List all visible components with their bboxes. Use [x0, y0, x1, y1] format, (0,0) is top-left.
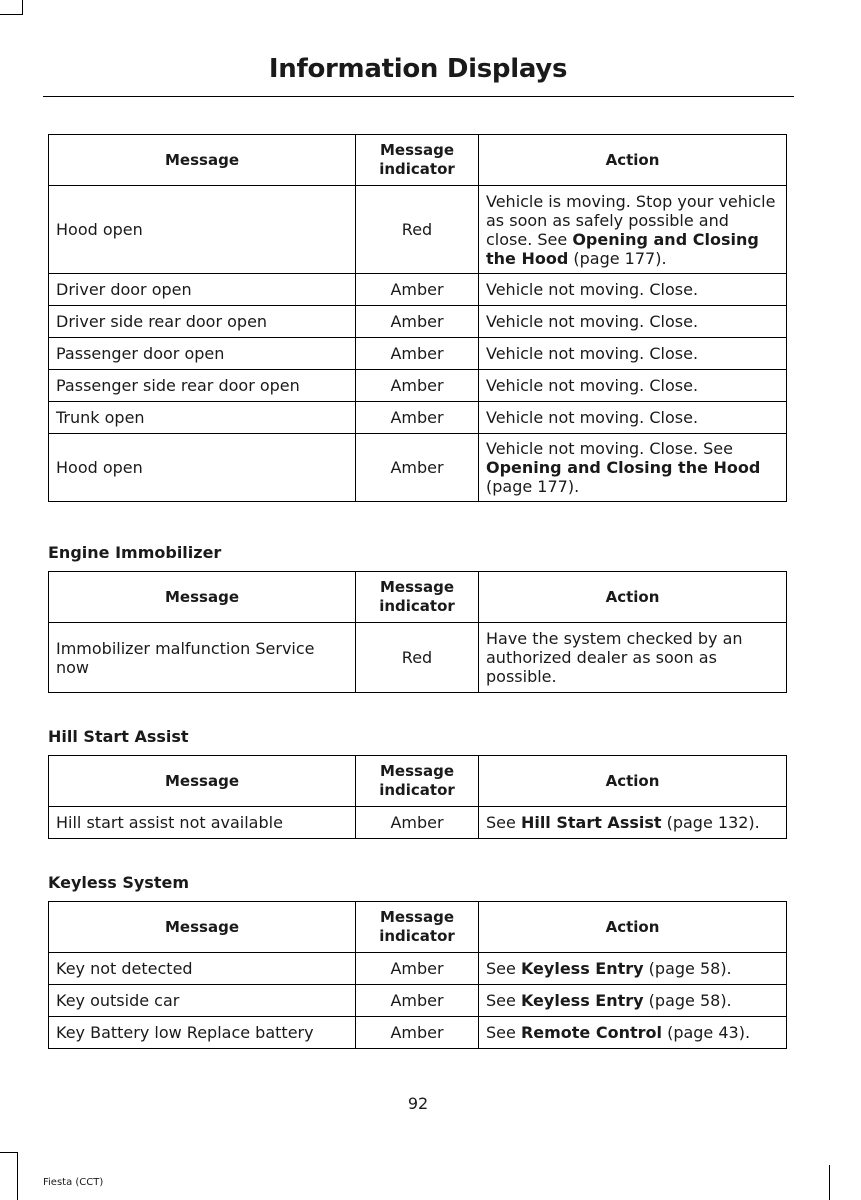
- header-action: Action: [479, 756, 787, 807]
- header-action: Action: [479, 902, 787, 953]
- row-action: See Hill Start Assist (page 132).: [479, 807, 787, 839]
- table-header-row: [49, 572, 787, 623]
- row-message: Driver side rear door open: [49, 306, 356, 338]
- row-action: Vehicle not moving. Close.: [479, 370, 787, 402]
- hill-start-assist-table: [48, 755, 787, 839]
- table-row: [49, 623, 787, 693]
- row-indicator: Amber: [356, 807, 479, 839]
- row-message: Hood open: [49, 186, 356, 274]
- crop-mark-bottom-left-vertical: [17, 1152, 18, 1200]
- engine-immobilizer-table: [48, 571, 787, 693]
- door-status-table: [48, 134, 787, 502]
- row-action: See Remote Control (page 43).: [479, 1017, 787, 1049]
- row-indicator: Amber: [356, 370, 479, 402]
- row-indicator: Amber: [356, 953, 479, 985]
- row-message: Immobilizer malfunction Service now: [49, 623, 356, 693]
- crop-mark-bottom-right: [829, 1165, 830, 1200]
- section-heading-engine-immobilizer: Engine Immobilizer: [48, 543, 222, 562]
- row-indicator: Amber: [356, 434, 479, 502]
- row-indicator: Amber: [356, 985, 479, 1017]
- page-reference: Hill Start Assist: [520, 813, 662, 832]
- footer-model: Fiesta (CCT): [43, 1177, 104, 1188]
- page-reference: Remote Control: [520, 1023, 662, 1042]
- row-indicator: Red: [356, 186, 479, 274]
- header-message: Message: [49, 756, 356, 807]
- keyless-system-table: [48, 901, 787, 1049]
- row-action: Vehicle is moving. Stop your vehicle as soon as safely possible and close. See Opening and Closing the Hood (page 177).: [479, 186, 787, 274]
- row-indicator: Amber: [356, 1017, 479, 1049]
- table-header-row: [49, 135, 787, 186]
- row-action: Vehicle not moving. Close.: [479, 402, 787, 434]
- table-row: [49, 402, 787, 434]
- table-row: [49, 985, 787, 1017]
- row-action: Vehicle not moving. Close.: [479, 338, 787, 370]
- row-message: Key Battery low Replace battery: [49, 1017, 356, 1049]
- row-indicator: Amber: [356, 306, 479, 338]
- row-message: Key not detected: [49, 953, 356, 985]
- table-row: [49, 370, 787, 402]
- table-row: [49, 953, 787, 985]
- table-row: [49, 306, 787, 338]
- row-message: Hill start assist not available: [49, 807, 356, 839]
- crop-mark-top-left-vertical: [22, 0, 23, 15]
- row-indicator: Red: [356, 623, 479, 693]
- section-heading-hill-start-assist: Hill Start Assist: [48, 727, 189, 746]
- header-message: Message: [49, 902, 356, 953]
- crop-mark-top-left: [0, 14, 22, 15]
- title-divider: [43, 96, 794, 97]
- table-header-row: [49, 756, 787, 807]
- row-message: Passenger side rear door open: [49, 370, 356, 402]
- header-indicator: Message indicator: [356, 135, 479, 186]
- header-message: Message: [49, 572, 356, 623]
- table-row: [49, 338, 787, 370]
- row-message: Driver door open: [49, 274, 356, 306]
- table-row: [49, 274, 787, 306]
- row-action: Vehicle not moving. Close. See Opening and Closing the Hood (page 177).: [479, 434, 787, 502]
- table-row: [49, 434, 787, 502]
- row-message: Trunk open: [49, 402, 356, 434]
- page-reference: Opening and Closing the Hood: [486, 458, 761, 477]
- table-row: [49, 807, 787, 839]
- table-header-row: [49, 902, 787, 953]
- page-reference: Opening and Closing the Hood: [486, 229, 759, 268]
- section-heading-keyless-system: Keyless System: [48, 873, 189, 892]
- page-title: Information Displays: [268, 54, 568, 84]
- table-row: [49, 1017, 787, 1049]
- header-action: Action: [479, 572, 787, 623]
- header-indicator: Message indicator: [356, 756, 479, 807]
- crop-mark-bottom-left: [0, 1152, 18, 1153]
- row-action: Vehicle not moving. Close.: [479, 274, 787, 306]
- header-action: Action: [479, 135, 787, 186]
- page-number: 92: [407, 1094, 429, 1113]
- row-message: Hood open: [49, 434, 356, 502]
- table-row: [49, 186, 787, 274]
- row-indicator: Amber: [356, 338, 479, 370]
- header-indicator: Message indicator: [356, 572, 479, 623]
- row-indicator: Amber: [356, 402, 479, 434]
- row-action: See Keyless Entry (page 58).: [479, 985, 787, 1017]
- row-action: See Keyless Entry (page 58).: [479, 953, 787, 985]
- row-indicator: Amber: [356, 274, 479, 306]
- row-action: Vehicle not moving. Close.: [479, 306, 787, 338]
- page-reference: Keyless Entry: [520, 959, 644, 978]
- page-reference: Keyless Entry: [520, 991, 644, 1010]
- header-message: Message: [49, 135, 356, 186]
- row-action: Have the system checked by an authorized dealer as soon as possible.: [479, 623, 787, 693]
- header-indicator: Message indicator: [356, 902, 479, 953]
- row-message: Passenger door open: [49, 338, 356, 370]
- row-message: Key outside car: [49, 985, 356, 1017]
